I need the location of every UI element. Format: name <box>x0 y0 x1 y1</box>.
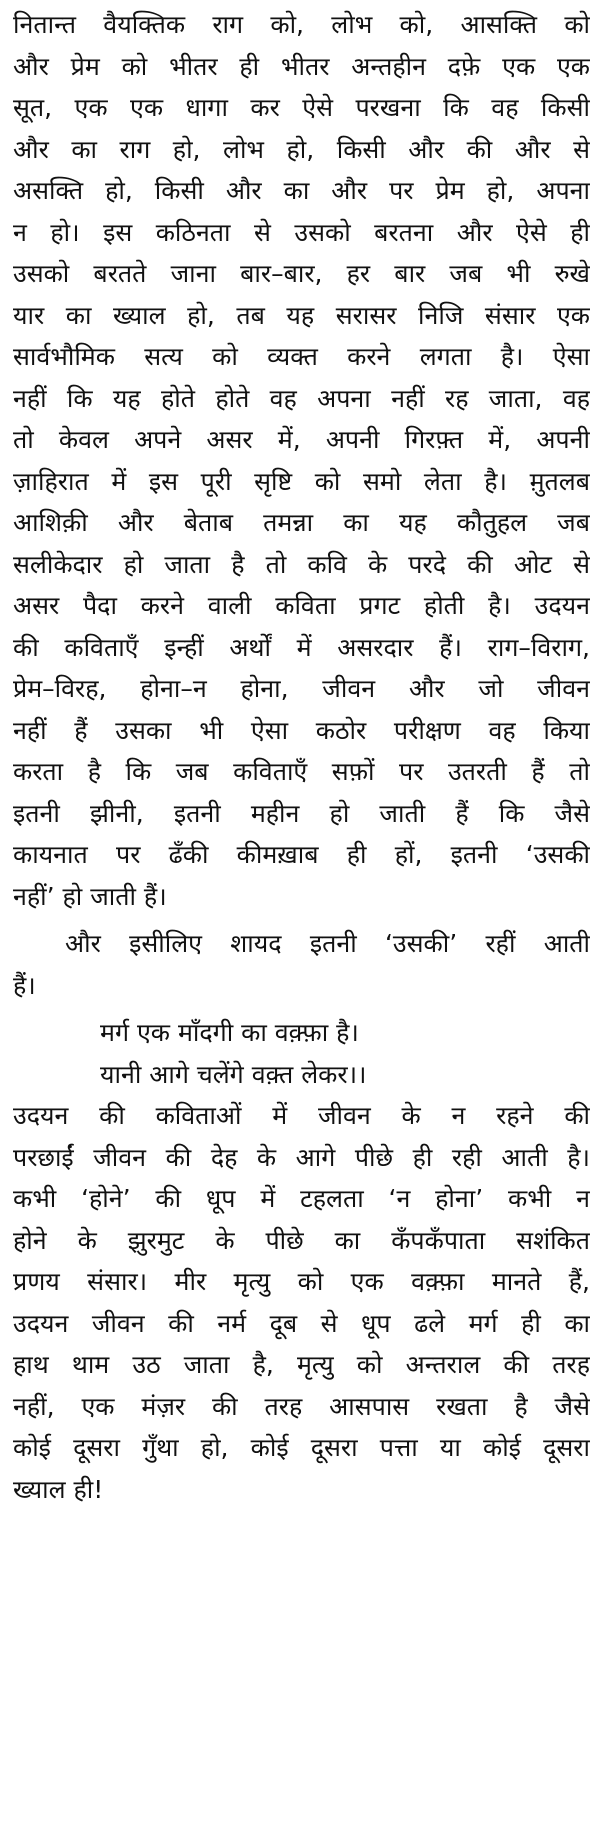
text-line: और का राग हो, लोभ हो, किसी और की और से <box>13 134 590 164</box>
text-line: आशिक़ी और बेताब तमन्ना का यह कौतुहल जब <box>13 508 590 537</box>
text-line: परछाईं जीवन की देह के आगे पीछे ही रही आती है। <box>13 1142 590 1172</box>
text-line: होने के झुरमुट के पीछे का कँपकँपाता सशंकित <box>13 1225 590 1255</box>
text-line: और प्रेम को भीतर ही भीतर अन्तहीन दफ़े एक एक <box>13 51 590 81</box>
paragraph-1 <box>13 4 590 917</box>
verse-line: मर्ग एक माँदगी का वक़्फ़ा है। <box>100 1018 359 1047</box>
text-line: की कविताएँ इन्हीं अर्थों में असरदार हैं। राग–विराग, <box>13 632 590 662</box>
text-line: इतनी झीनी, इतनी महीन हो जाती हैं कि जैसे <box>13 798 590 828</box>
text-line: यार का ख्याल हो, तब यह सरासर निजि संसार एक <box>13 300 590 330</box>
text-line: नहीं, एक मंज़र की तरह आसपास रखता है जैसे <box>13 1391 590 1421</box>
text-line: हैं। <box>13 970 36 1000</box>
text-line: उसको बरतते जाना बार–बार, हर बार जब भी रुखे <box>13 259 590 288</box>
text-line: नहीं’ हो जाती हैं। <box>13 881 167 911</box>
text-line: प्रणय संसार। मीर मृत्यु को एक वक़्फ़ा मानते हैं, <box>13 1267 590 1296</box>
verse-line: यानी आगे चलेंगे वक़्त लेकर।। <box>100 1059 367 1089</box>
text-line: कोई दूसरा गुँथा हो, कोई दूसरा पत्ता या कोई दूसरा <box>13 1433 590 1462</box>
text-line: करता है कि जब कविताएँ सफ़ों पर उतरती हैं तो <box>13 757 590 786</box>
text-line: नहीं हैं उसका भी ऐसा कठोर परीक्षण वह किया <box>13 715 590 745</box>
verse-block <box>13 1012 590 1095</box>
text-line: और इसीलिए शायद इतनी ‘उसकी’ रहीं आती <box>65 929 590 958</box>
text-line: नहीं कि यह होते होते वह अपना नहीं रह जाता, वह <box>13 383 590 413</box>
text-line: कभी ‘होने’ की धूप में टहलता ‘न होना’ कभी न <box>13 1184 590 1213</box>
text-line: असर पैदा करने वाली कविता प्रगट होती है। उदयन <box>13 591 590 620</box>
text-line: सलीकेदार हो जाता है तो कवि के परदे की ओट से <box>13 549 590 579</box>
text-line: हाथ थाम उठ जाता है, मृत्यु को अन्तराल की तरह <box>13 1350 590 1379</box>
text-line: कायनात पर ढँकी कीमख़ाब ही हों, इतनी ‘उसकी <box>13 840 590 869</box>
text-line: उदयन की कविताओं में जीवन के न रहने की <box>13 1101 590 1130</box>
text-line: उदयन जीवन की नर्म दूब से धूप ढले मर्ग ही का <box>13 1308 590 1338</box>
text-line: नितान्त वैयक्तिक राग को, लोभ को, आसक्ति को <box>13 10 590 39</box>
text-line: ज़ाहिरात में इस पूरी सृष्टि को समो लेता है। म़ुतलब <box>13 466 590 496</box>
text-line: सूत, एक एक धागा कर ऐसे परखना कि वह किसी <box>13 93 590 122</box>
text-line: न हो। इस कठिनता से उसको बरतना और ऐसे ही <box>13 217 590 247</box>
paragraph-2 <box>13 923 590 1006</box>
text-line: ख्याल ही! <box>13 1474 104 1504</box>
paragraph-3 <box>13 1095 590 1510</box>
text-line: असक्ति हो, किसी और का और पर प्रेम हो, अपना <box>13 176 590 205</box>
text-line: तो केवल अपने असर में, अपनी गिरफ़्त में, अपनी <box>13 425 590 454</box>
text-line: प्रेम–विरह, होना–न होना, जीवन और जो जीवन <box>13 674 590 703</box>
text-line: सार्वभौमिक सत्य को व्यक्त करने लगता है। ऐसा <box>13 342 590 371</box>
